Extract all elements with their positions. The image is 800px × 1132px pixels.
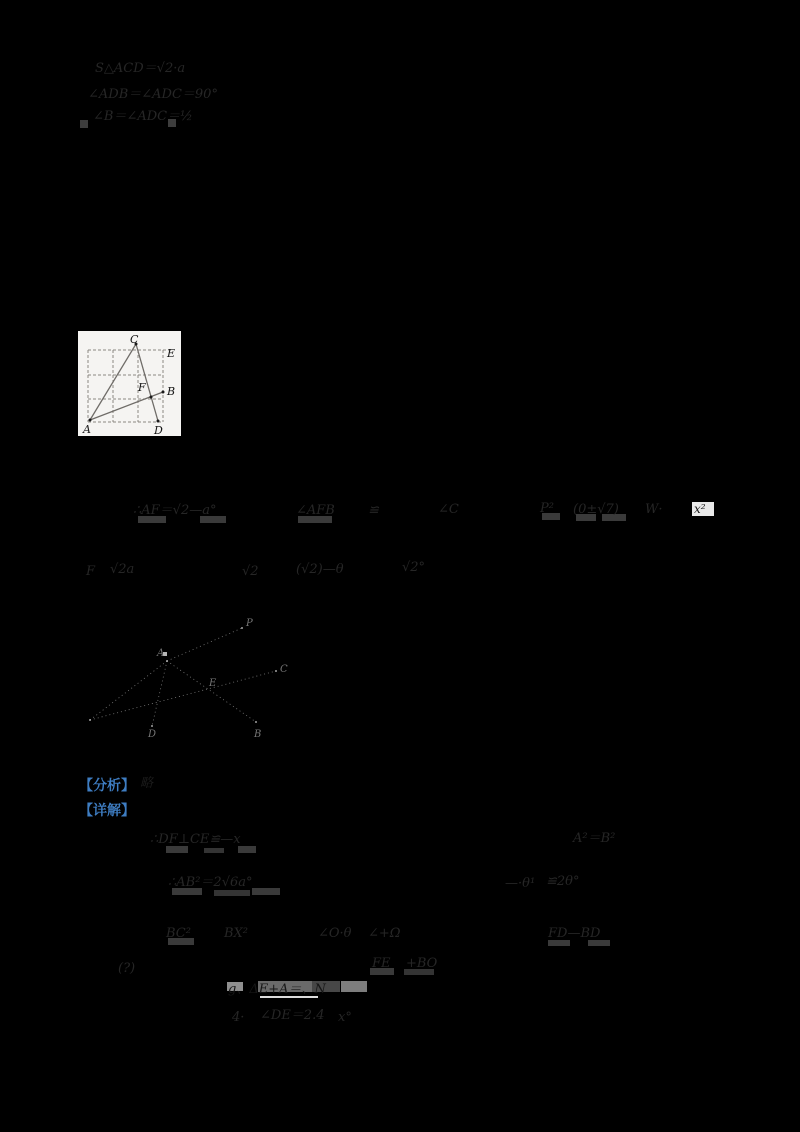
formula-fragment: ∠DE＝2.4	[260, 1008, 325, 1023]
vertex-dot	[89, 419, 92, 422]
wireframe-figure	[70, 610, 310, 750]
formula-fragment: S△ACD＝√2·a	[95, 61, 186, 76]
highlight-box	[252, 888, 280, 895]
wireframe-vertex-dot	[241, 627, 243, 629]
formula-fragment: 略	[140, 776, 154, 791]
formula-fragment: ≌2θ°	[546, 874, 580, 889]
vertex-label: D	[154, 424, 163, 436]
highlight-box	[214, 890, 250, 896]
formula-fragment: P²	[540, 501, 554, 516]
formula-fragment: +BO	[406, 956, 438, 971]
formula-fragment: ∠O·θ	[318, 926, 352, 941]
formula-fragment: ∠B＝∠ADC＝½	[93, 109, 193, 124]
formula-fragment: ∠AFB	[296, 503, 335, 518]
wireframe-vertex-label: A	[157, 648, 165, 659]
formula-fragment: (0±√7)	[573, 502, 619, 517]
formula-fragment: ∠C	[438, 502, 459, 517]
formula-fragment: —·θ¹	[505, 876, 536, 891]
vertex-label: B	[167, 385, 176, 398]
analysis-tag: 【分析】	[79, 778, 135, 794]
vertex-label: C	[130, 333, 139, 346]
wireframe-vertex-dot	[255, 721, 257, 723]
formula-fragment: FE	[372, 956, 391, 971]
formula-fragment: √2	[242, 564, 259, 579]
formula-fragment: A²＝B²	[573, 831, 616, 846]
highlight-box	[80, 120, 88, 128]
formula-fragment: (?)	[118, 961, 136, 976]
wireframe-edge	[90, 671, 276, 720]
highlight-box	[238, 846, 256, 853]
formula-fragment: ∴AB²＝2√6a°	[168, 875, 253, 890]
vertex-dot	[150, 396, 153, 399]
wireframe-vertex-label: C	[280, 664, 288, 675]
wireframe-vertex-dot	[89, 719, 91, 721]
formula-fragment: ≌	[368, 503, 379, 518]
wireframe-vertex-dot	[166, 660, 168, 662]
formula-fragment: x°	[338, 1010, 352, 1025]
formula-fragment: F	[86, 564, 96, 579]
wireframe-edge	[90, 661, 167, 720]
wireframe-edge	[167, 628, 242, 661]
vertex-label: E	[167, 347, 176, 360]
wireframe-vertex-label: D	[148, 729, 157, 740]
vertex-label: A	[83, 423, 91, 436]
wireframe-vertex-label: B	[254, 729, 262, 740]
formula-fragment: √2a	[110, 562, 135, 577]
formula-fragment: g、ΔE+A＝、N	[228, 982, 326, 997]
wireframe-vertex-dot	[275, 670, 277, 672]
formula-fragment: √2°	[402, 560, 426, 575]
formula-fragment: W·	[645, 502, 663, 517]
highlight-box	[204, 848, 224, 853]
formula-fragment: ∴AF＝√2—a°	[133, 503, 217, 518]
grid-figure-svg	[78, 331, 181, 436]
wireframe-edge	[167, 661, 256, 722]
formula-fragment: ∠+Ω	[368, 926, 401, 941]
solution-tag: 【详解】	[79, 803, 135, 819]
highlight-box	[341, 981, 367, 992]
formula-fragment: ∴DF⊥CE≌—x	[150, 832, 241, 847]
formula-fragment: (√2)—θ	[296, 562, 344, 577]
formula-fragment: BX²	[224, 926, 249, 941]
formula-fragment: BC²	[166, 926, 191, 941]
wireframe-vertex-dot	[151, 725, 153, 727]
vertex-dot	[157, 420, 160, 423]
wireframe-vertex-label: P	[246, 618, 253, 629]
grid-figure	[78, 331, 181, 436]
formula-fragment: ∠ADB＝∠ADC＝90°	[88, 87, 218, 102]
wireframe-vertex-label: E	[209, 678, 217, 689]
formula-fragment: x²	[694, 502, 706, 516]
vertex-dot	[162, 391, 165, 394]
formula-fragment: FD—BD	[548, 926, 601, 941]
formula-fragment: 4·	[232, 1010, 245, 1025]
vertex-label: F	[138, 381, 146, 394]
